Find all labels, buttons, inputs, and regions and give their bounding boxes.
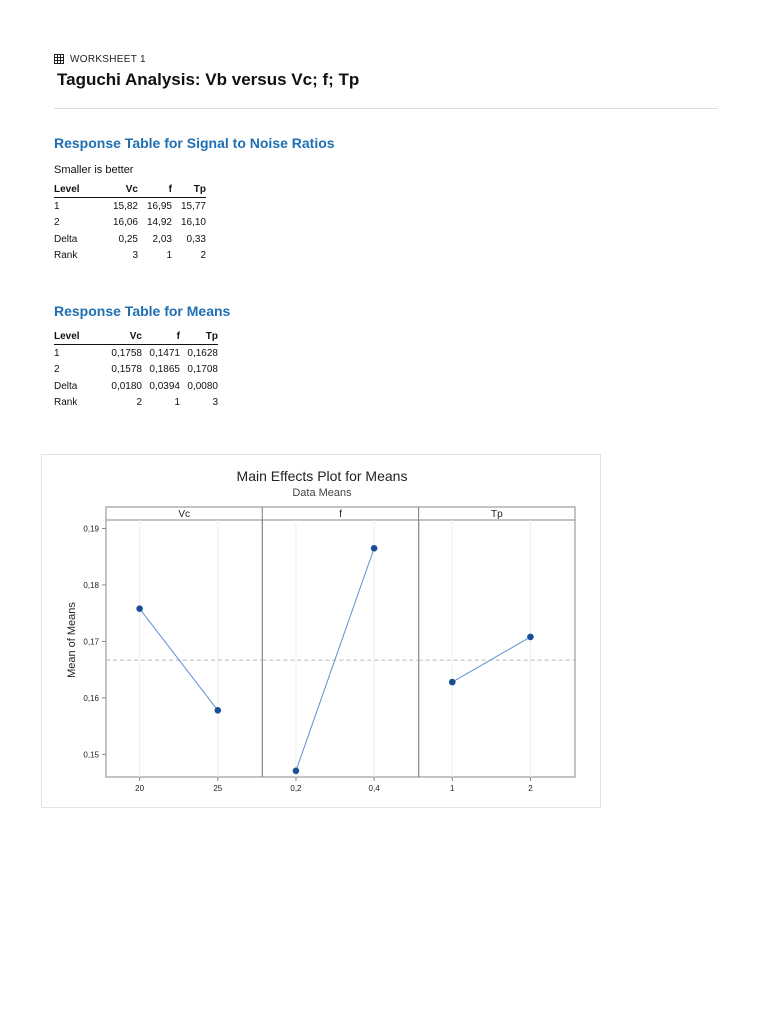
data-point: [449, 679, 456, 686]
x-tick-label: 20: [135, 784, 145, 793]
panel-label-f: f: [339, 509, 342, 520]
table-row: [54, 378, 218, 395]
table-cell: 0,1865: [149, 364, 180, 376]
worksheet-label[interactable]: [54, 52, 146, 66]
data-point: [371, 545, 378, 552]
series-line-f: [296, 548, 374, 771]
table-row: [54, 395, 218, 412]
table-cell: 15,77: [180, 200, 206, 212]
table-cell: 2: [54, 217, 60, 229]
page-title: Taguchi Analysis: Vb versus Vc; f; Tp: [57, 70, 360, 89]
main-effects-chart: [42, 455, 600, 807]
panel-frame: [106, 520, 262, 777]
series-line-vc: [140, 609, 218, 711]
chart-plot-area: [83, 507, 575, 793]
table-row: [54, 248, 206, 265]
means-table-title: Response Table for Means: [54, 303, 231, 319]
table-cell: 2: [136, 397, 142, 409]
table-cell: 0,1628: [187, 347, 218, 359]
panel-frame: [262, 520, 418, 777]
table-cell: 15,82: [112, 200, 138, 212]
table-cell: 16,06: [112, 217, 138, 229]
series-line-tp: [452, 637, 530, 682]
table-cell: 1: [54, 347, 60, 359]
column-header-f: f: [142, 329, 180, 345]
table-cell: 3: [132, 250, 138, 262]
y-tick-label: 0,19: [83, 524, 99, 534]
column-header-tp: Tp: [172, 182, 206, 198]
table-cell: 2: [54, 364, 60, 376]
worksheet-label-text: WORKSHEET 1: [70, 53, 146, 65]
table-cell: 0,1758: [111, 347, 142, 359]
main-effects-plot[interactable]: [41, 454, 601, 808]
table-cell: Rank: [54, 397, 78, 409]
table-cell: Delta: [54, 233, 78, 245]
y-tick-label: 0,16: [83, 693, 99, 703]
table-cell: 0,33: [186, 233, 206, 245]
table-cell: 0,1471: [149, 347, 180, 359]
chart-title: Main Effects Plot for Means: [236, 468, 408, 484]
table-cell: 0,0080: [187, 380, 218, 392]
column-header-tp: Tp: [180, 329, 218, 345]
header-divider: [54, 108, 718, 109]
x-tick-label: 25: [213, 784, 223, 793]
table-cell: 1: [54, 200, 60, 212]
table-header-row: [54, 329, 218, 345]
table-cell: 0,25: [118, 233, 138, 245]
data-point: [527, 634, 534, 641]
y-tick-label: 0,17: [83, 637, 99, 647]
table-cell: Rank: [54, 250, 78, 262]
table-row: [54, 198, 206, 215]
sn-table-title: Response Table for Signal to Noise Ratios: [54, 135, 335, 151]
table-cell: 0,1708: [187, 364, 218, 376]
column-header-vc: Vc: [104, 329, 142, 345]
y-tick-label: 0,18: [83, 580, 99, 590]
table-row: [54, 362, 218, 379]
means-response-table: [54, 329, 218, 411]
table-cell: 0,0180: [111, 380, 142, 392]
table-row: [54, 215, 206, 232]
x-tick-label: 0,2: [290, 784, 302, 793]
table-cell: 16,95: [146, 200, 172, 212]
table-cell: 0,0394: [149, 380, 180, 392]
table-header-row: [54, 182, 206, 198]
y-axis-label: Mean of Means: [66, 602, 78, 678]
x-tick-label: 0,4: [368, 784, 380, 793]
chart-subtitle: Data Means: [292, 487, 352, 499]
panel-frame: [419, 520, 575, 777]
table-cell: 2,03: [152, 233, 172, 245]
x-tick-label: 1: [450, 784, 455, 793]
table-cell: 3: [212, 397, 218, 409]
table-cell: 2: [200, 250, 206, 262]
column-header-level: Level: [54, 329, 104, 345]
table-cell: 14,92: [146, 217, 172, 229]
table-cell: Delta: [54, 380, 78, 392]
data-point: [293, 767, 300, 774]
panel-label-vc: Vc: [178, 509, 191, 520]
table-row: [54, 345, 218, 362]
table-cell: 1: [174, 397, 180, 409]
data-point: [214, 707, 221, 714]
x-tick-label: 2: [528, 784, 533, 793]
table-cell: 16,10: [180, 217, 206, 229]
data-point: [136, 605, 143, 612]
column-header-f: f: [138, 182, 172, 198]
sn-response-table: [54, 182, 206, 264]
column-header-level: Level: [54, 182, 104, 198]
y-tick-label: 0,15: [83, 750, 99, 760]
column-header-vc: Vc: [104, 182, 138, 198]
table-cell: 1: [166, 250, 172, 262]
table-grid-icon: [54, 54, 64, 64]
table-row: [54, 231, 206, 248]
table-cell: 0,1578: [111, 364, 142, 376]
sn-table-subtitle: Smaller is better: [54, 164, 134, 176]
panel-label-tp: Tp: [490, 509, 503, 520]
